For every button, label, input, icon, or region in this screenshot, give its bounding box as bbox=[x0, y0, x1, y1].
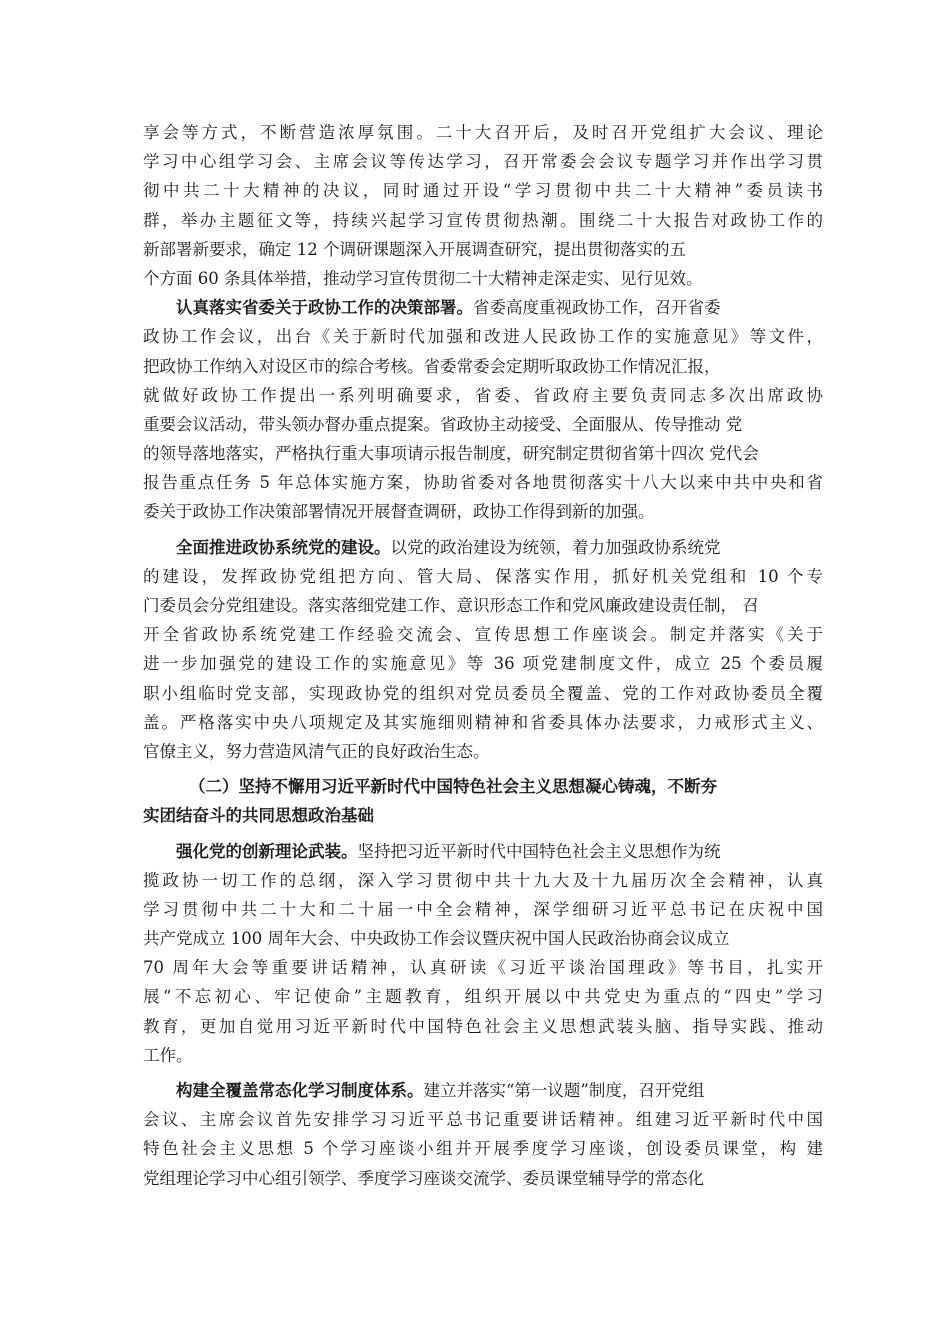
text-line: 官僚主义，努力营造风清气正的良好政治生态。 bbox=[143, 741, 490, 761]
text-line: 新部署新要求，确定 12 个调研课题深入开展调查研究，提出贯彻落实的五 bbox=[143, 239, 686, 259]
paragraph-lead: 构建全覆盖常态化学习制度体系。 bbox=[176, 1081, 424, 1100]
text-line: 报告重点任务 5 年总体实施方案，协助省委对各地贯彻落实十八大以来中共中央和省 bbox=[143, 473, 823, 493]
section-heading bbox=[143, 772, 823, 830]
paragraph bbox=[143, 293, 823, 527]
text-run: 坚持把习近平新时代中国特色社会主义思想作为统 bbox=[357, 841, 721, 861]
text-line bbox=[143, 293, 823, 322]
paragraph-lead: 全面推进政协系统党的建设。 bbox=[176, 537, 391, 557]
text-line: 个方面 60 条具体举措，推动学习宣传贯彻二十大精神走深走实、见行见效。 bbox=[143, 268, 703, 288]
paragraph-lead: 强化党的创新理论武装。 bbox=[176, 841, 358, 861]
paragraph bbox=[143, 1076, 823, 1193]
text-line: 的领导落地落实，严格执行重大事项请示报告制度，研究制定贯彻省第十四次 党代会 bbox=[143, 444, 759, 464]
paragraph-lead: 认真落实省委关于政协工作的决策部署。 bbox=[176, 298, 473, 318]
text-line: 把政协工作纳入对设区市的综合考核。省委常委会定期听取政协工作情况汇报， bbox=[143, 356, 721, 376]
paragraph bbox=[143, 118, 823, 293]
section-heading-line: 实团结奋斗的共同思想政治基础 bbox=[143, 806, 374, 826]
text-line: 享会等方式，不断营造浓厚氛围。二十大召开后，及时召开党组扩大会议、理论 bbox=[143, 123, 823, 142]
text-line: 政协工作会议，出台《关于新时代加强和改进人民政协工作的实施意见》等文件， bbox=[143, 327, 823, 347]
text-line: 70 周年大会等重要讲话精神，认真研读《习近平谈治国理政》等书目，扎实开 bbox=[143, 958, 823, 978]
text-run: 以党的政治建设为统领，着力加强政协系统党 bbox=[390, 537, 721, 557]
text-line: 党组理论学习中心组引领学、季度学习座谈交流学、委员课堂辅导学的常态化 bbox=[143, 1168, 704, 1188]
text-line: 就做好政协工作提出一系列明确要求，省委、省政府主要负责同志多次出席政协 bbox=[143, 385, 823, 405]
text-line: 彻中共二十大精神的决议，同时通过开设“学习贯彻中共二十大精神”委员读书 bbox=[143, 181, 823, 201]
text-line: 的建设，发挥政协党组把方向、管大局、保落实作用，抓好机关党组和 10 个专 bbox=[143, 566, 823, 586]
text-line: 重要会议活动，带头领办督办重点提案。省政协主动接受、全面服从、传导推动 党 bbox=[143, 414, 743, 434]
text-line: 盖。严格落实中央八项规定及其实施细则精神和省委具体办法要求，力戒形式主义、 bbox=[143, 712, 823, 732]
text-line bbox=[143, 837, 823, 866]
text-run: 省委高度重视政协工作，召开省委 bbox=[473, 298, 721, 318]
text-line: 教育，更加自觉用习近平新时代中国特色社会主义思想武装头脑、指导实践、推动 bbox=[143, 1016, 823, 1036]
section-heading-line: （二）坚持不懈用习近平新时代中国特色社会主义思想凝心铸魂，不断夯 bbox=[189, 777, 717, 797]
text-line: 共产党成立 100 周年大会、中央政协工作会议暨庆祝中国人民政治协商会议成立 bbox=[143, 929, 730, 949]
text-run: 建立并落实“第一议题”制度，召开党组 bbox=[423, 1081, 705, 1100]
text-line: 职小组临时党支部，实现政协党的组织对党员委员全覆盖、党的工作对政协委员全覆 bbox=[143, 683, 823, 703]
text-line: 揽政协一切工作的总纲，深入学习贯彻中共十九大及十九届历次全会精神，认真 bbox=[143, 870, 823, 890]
text-line: 特色社会主义思想 5 个学习座谈小组并开展季度学习座谈，创设委员课堂，构 建 bbox=[143, 1139, 823, 1159]
text-line: 会议、主席会议首先安排学习习近平总书记重要讲话精神。组建习近平新时代中国 bbox=[143, 1110, 823, 1130]
text-line: 进一步加强党的建设工作的实施意见》等 36 项党建制度文件，成立 25 个委员履 bbox=[143, 654, 823, 674]
document-body bbox=[143, 118, 823, 1193]
text-line: 工作。 bbox=[143, 1045, 193, 1065]
text-line: 群，举办主题征文等，持续兴起学习宣传贯彻热潮。围绕二十大报告对政协工作的 bbox=[143, 210, 823, 230]
text-line: 学习中心组学习会、主席会议等传达学习，召开常委会会议专题学习并作出学习贯 bbox=[143, 152, 823, 172]
text-line: 展“不忘初心、牢记使命”主题教育，组织开展以中共党史为重点的“四史”学习 bbox=[143, 987, 823, 1007]
paragraph bbox=[143, 533, 823, 767]
text-line: 门委员会分党组建设。落实落细党建工作、意识形态工作和党风廉政建设责任制， 召 bbox=[143, 596, 759, 615]
text-line: 学习贯彻中共二十大和二十届一中全会精神，深学细研习近平总书记在庆祝中国 bbox=[143, 899, 823, 919]
text-line bbox=[143, 1076, 823, 1105]
text-line bbox=[143, 533, 823, 562]
text-line: 委关于政协工作决策部署情况开展督查调研，政协工作得到新的加强。 bbox=[143, 502, 655, 522]
text-line: 开全省政协系统党建工作经验交流会、宣传思想工作座谈会。制定并落实《关于 bbox=[143, 625, 823, 645]
paragraph bbox=[143, 837, 823, 1071]
